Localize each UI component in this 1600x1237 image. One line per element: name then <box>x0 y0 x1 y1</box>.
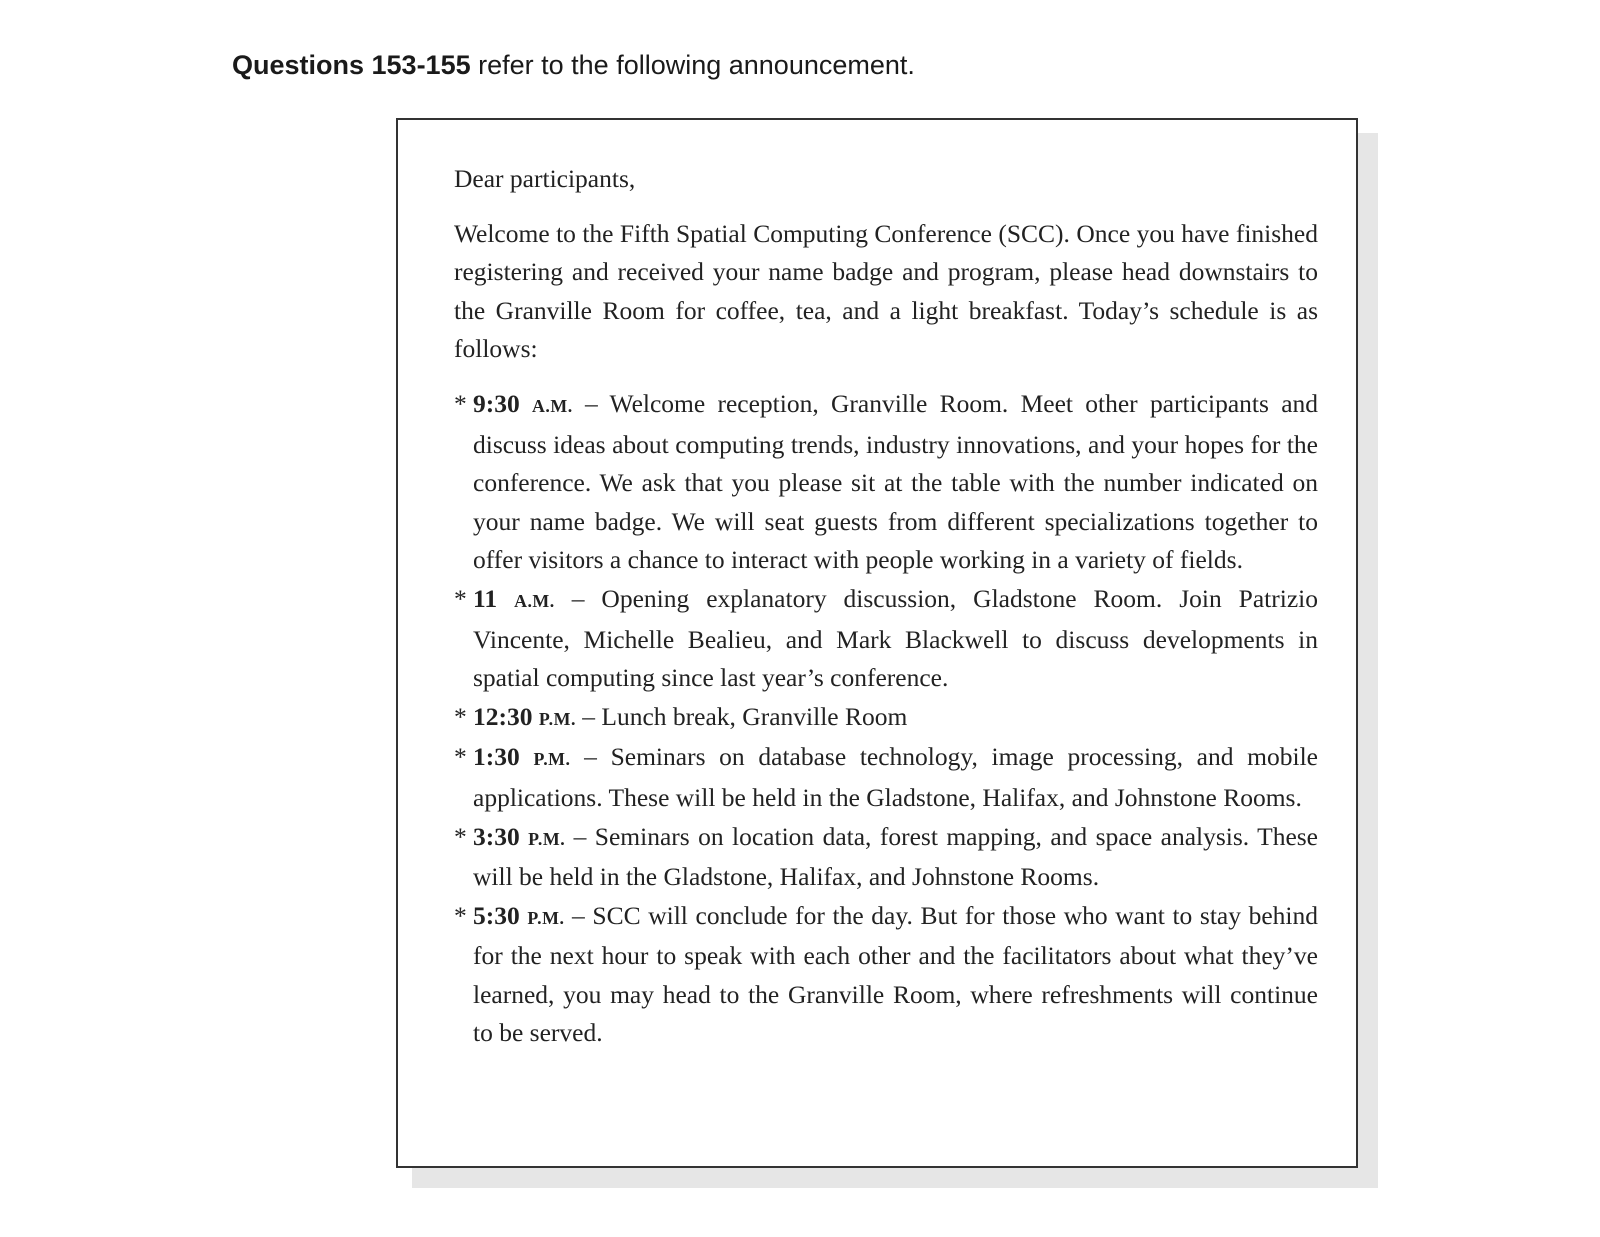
schedule-time: 12:30 <box>473 701 533 731</box>
bullet-star: * <box>454 701 467 731</box>
bullet-star: * <box>454 742 467 772</box>
schedule-time: 3:30 <box>473 821 520 851</box>
schedule-meridiem: P.M. <box>538 708 576 729</box>
schedule-meridiem: A.M. <box>514 590 555 611</box>
schedule-item <box>454 385 1318 580</box>
schedule-text: – SCC will conclude for the day. But for those who want to stay behind for the next hour to speak with each other and the facilitators about what they’ve learned, you may head to the Granville Room, where refreshments will continue to be served. <box>473 900 1319 1048</box>
schedule-meridiem: A.M. <box>532 395 573 416</box>
schedule-item <box>454 897 1318 1053</box>
schedule-item <box>454 818 1318 897</box>
intro-paragraph: Welcome to the Fifth Spatial Computing Conference (SCC). Once you have finished registering and received your name badge and program, please head downstairs to the Granville Room for coffee, tea, and a light breakfast. Today’s schedule is as follows: <box>454 218 1318 364</box>
bullet-star: * <box>454 900 467 930</box>
announcement-letter <box>454 160 1318 1053</box>
bullet-star: * <box>454 821 467 851</box>
schedule-item <box>454 698 1318 739</box>
question-instruction: refer to the following announcement. <box>470 50 915 80</box>
schedule-time: 11 <box>473 583 498 613</box>
schedule-text: – Lunch break, Granville Room <box>575 701 908 731</box>
salutation: Dear participants, <box>454 164 636 193</box>
question-header <box>232 50 915 81</box>
announcement-box <box>396 118 1358 1168</box>
schedule-time: 1:30 <box>473 742 520 772</box>
schedule-text: – Seminars on database technology, image processing, and mobile applications. These will be held in the Gladstone, Halifax, and Johnstone Rooms. <box>473 742 1318 812</box>
schedule-list <box>454 385 1318 1053</box>
schedule-text: – Opening explanatory discussion, Gladstone Room. Join Patrizio Vincente, Michelle Bealieu, and Mark Blackwell to discuss developments in spatial computing since last year’s conference. <box>473 583 1318 693</box>
schedule-meridiem: P.M. <box>528 828 566 849</box>
schedule-item <box>454 580 1318 698</box>
schedule-meridiem: P.M. <box>527 907 565 928</box>
schedule-text: – Seminars on location data, forest mapping, and space analysis. These will be held in the Gladstone, Halifax, and Johnstone Rooms. <box>473 821 1318 892</box>
question-range: Questions 153-155 <box>232 50 471 80</box>
bullet-star: * <box>454 583 467 613</box>
schedule-meridiem: P.M. <box>533 749 571 770</box>
schedule-time: 5:30 <box>473 900 520 930</box>
bullet-star: * <box>454 388 467 418</box>
schedule-text: – Welcome reception, Granville Room. Meet other participants and discuss ideas about computing trends, industry innovations, and your hopes for the conference. We ask that you please sit at the table with the number indicated on your name badge. We will seat guests from different specializations together to offer visitors a chance to interact with people working in a variety of fields. <box>473 388 1319 575</box>
schedule-item <box>454 738 1318 817</box>
schedule-time: 9:30 <box>473 388 520 418</box>
